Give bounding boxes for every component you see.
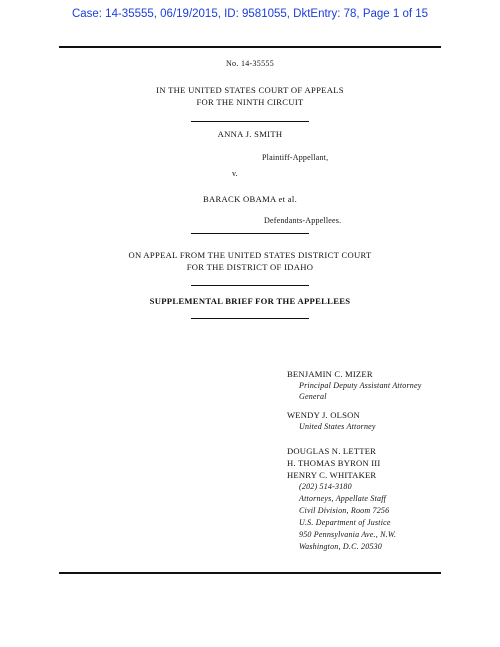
brief-title: SUPPLEMENTAL BRIEF FOR THE APPELLEES bbox=[149, 296, 351, 306]
address-line: Attorneys, Appellate Staff bbox=[299, 494, 387, 503]
address-line: U.S. Department of Justice bbox=[299, 518, 391, 527]
appeal-line-2: FOR THE DISTRICT OF IDAHO bbox=[186, 262, 314, 272]
appellee-role: Defendants-Appellees. bbox=[264, 216, 342, 225]
counsel-phone: (202) 514-3180 bbox=[299, 482, 352, 491]
address-line: Civil Division, Room 7256 bbox=[299, 506, 390, 515]
divider bbox=[191, 233, 309, 234]
counsel-name: BENJAMIN C. MIZER bbox=[287, 369, 373, 379]
counsel-title: Principal Deputy Assistant Attorney bbox=[299, 381, 422, 390]
page-header: Case: 14-35555, 06/19/2015, ID: 9581055, DktEntry: 78, Page 1 of 15 bbox=[71, 8, 429, 20]
court-line-2: FOR THE NINTH CIRCUIT bbox=[196, 97, 304, 107]
appellee-name: BARACK OBAMA et al. bbox=[202, 194, 298, 204]
address-line: 950 Pennsylvania Ave., N.W. bbox=[299, 530, 397, 539]
divider bbox=[191, 121, 309, 122]
divider bbox=[191, 285, 309, 286]
counsel-name: WENDY J. OLSON bbox=[287, 410, 360, 420]
bottom-rule bbox=[59, 572, 441, 574]
counsel-title: General bbox=[299, 392, 327, 401]
case-number: No. 14-35555 bbox=[225, 59, 275, 68]
appeal-line-1: ON APPEAL FROM THE UNITED STATES DISTRICT COURT bbox=[128, 250, 372, 260]
counsel-name: H. THOMAS BYRON III bbox=[287, 458, 381, 468]
counsel-name: HENRY C. WHITAKER bbox=[287, 470, 377, 480]
top-rule bbox=[59, 46, 441, 48]
divider bbox=[191, 318, 309, 319]
counsel-name: DOUGLAS N. LETTER bbox=[287, 446, 377, 456]
court-line-1: IN THE UNITED STATES COURT OF APPEALS bbox=[156, 85, 344, 95]
counsel-title: United States Attorney bbox=[299, 422, 376, 431]
versus: v. bbox=[232, 169, 238, 178]
address-line: Washington, D.C. 20530 bbox=[299, 542, 383, 551]
appellant-name: ANNA J. SMITH bbox=[217, 129, 283, 139]
appellant-role: Plaintiff-Appellant, bbox=[262, 153, 329, 162]
